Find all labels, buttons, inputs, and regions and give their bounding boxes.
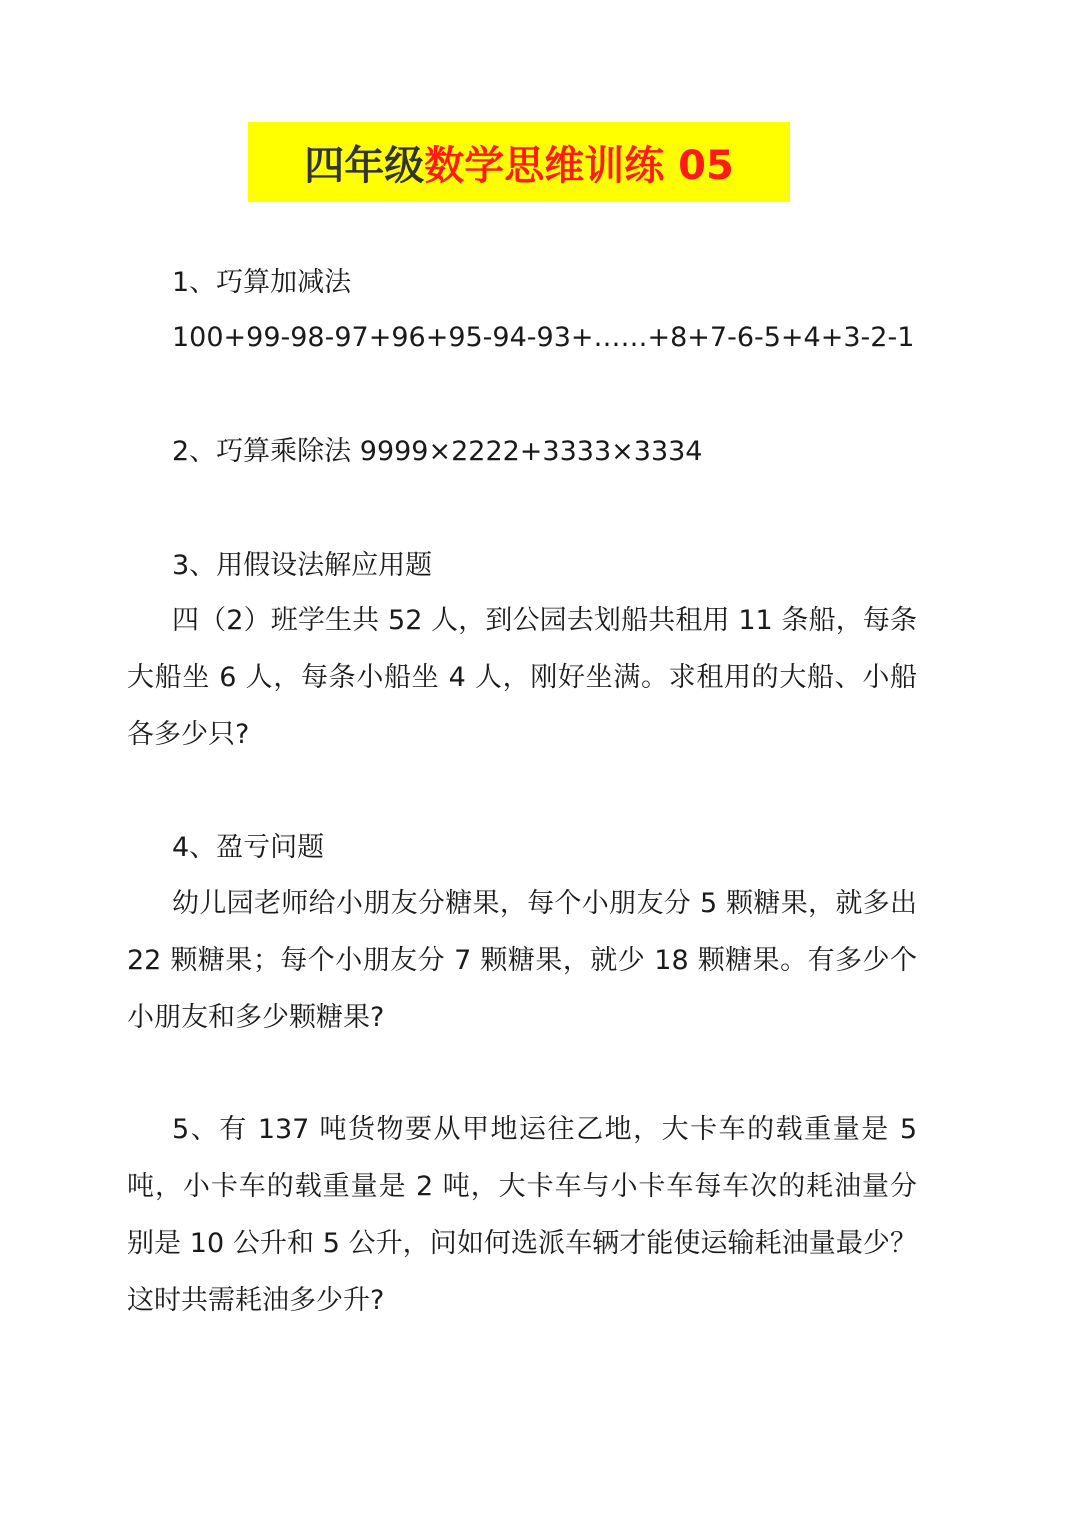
question-1-expression: 100+99-98-97+96+95-94-93+……+8+7-6-5+4+3-2-1 bbox=[172, 322, 915, 353]
question-3-body: 四（2）班学生共 52 人，到公园去划船共租用 11 条船，每条大船坐 6 人，每条小船坐 4 人，刚好坐满。求租用的大船、小船各多少只? bbox=[127, 605, 917, 750]
question-4-body: 幼儿园老师给小朋友分糖果，每个小朋友分 5 颗糖果，就多出 22 颗糖果；每个小朋友分 7 颗糖果，就少 18 颗糖果。有多少个小朋友和多少颗糖果? bbox=[127, 888, 917, 1033]
title-subject: 数学思维训练 05 bbox=[424, 142, 734, 189]
question-2-heading: 2、巧算乘除法 9999×2222+3333×3334 bbox=[172, 436, 703, 467]
question-1-heading: 1、巧算加减法 bbox=[172, 267, 352, 298]
question-5-body: 5、有 137 吨货物要从甲地运往乙地，大卡车的载重量是 5 吨，小卡车的载重量是 2 吨，大卡车与小卡车每车次的耗油量分别是 10 公升和 5 公升，问如何选派车辆才能使运输耗油量最少？这时共需耗油多少升? bbox=[127, 1114, 917, 1316]
title-banner bbox=[248, 122, 790, 202]
title-grade: 四年级 bbox=[304, 142, 425, 189]
question-3-heading: 3、用假设法解应用题 bbox=[172, 550, 433, 581]
question-4-heading: 4、盈亏问题 bbox=[172, 832, 325, 863]
